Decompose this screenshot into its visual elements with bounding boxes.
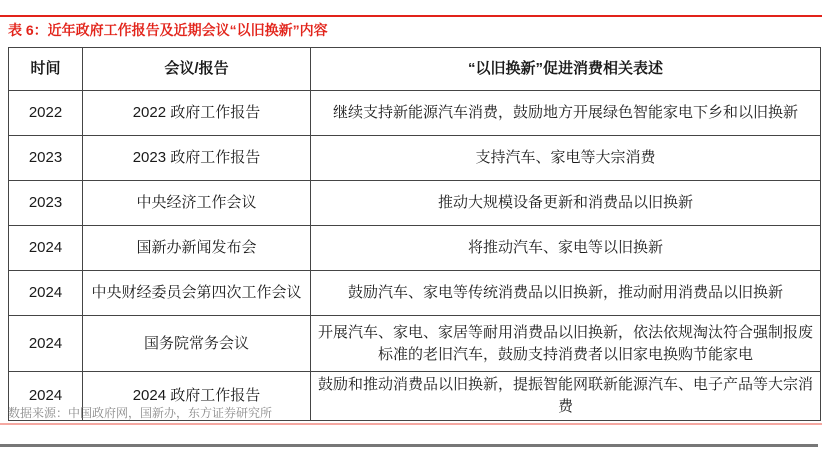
cell-meeting: 2024 政府工作报告 (83, 372, 311, 421)
cell-meeting: 中央财经委员会第四次工作会议 (83, 271, 311, 316)
footer-divider (0, 423, 822, 425)
data-source-note: 数据来源：中国政府网，国新办，东方证券研究所 (8, 406, 273, 420)
cell-statement: 开展汽车、家电、家居等耐用消费品以旧换新，依法依规淘汰符合强制报废标准的老旧汽车，鼓励支持消费者以旧家电换购节能家电 (311, 316, 821, 372)
top-divider (0, 15, 822, 17)
cell-meeting: 国务院常务会议 (83, 316, 311, 372)
cell-time: 2024 (9, 372, 83, 421)
data-table (8, 47, 821, 421)
cell-time: 2022 (9, 91, 83, 136)
cell-time: 2024 (9, 316, 83, 372)
bottom-divider (0, 444, 818, 447)
table-row (9, 226, 821, 271)
cell-meeting: 中央经济工作会议 (83, 181, 311, 226)
column-header-statement: “以旧换新”促进消费相关表述 (311, 48, 821, 91)
cell-time: 2023 (9, 136, 83, 181)
cell-statement: 鼓励汽车、家电等传统消费品以旧换新，推动耐用消费品以旧换新 (311, 271, 821, 316)
cell-meeting: 2023 政府工作报告 (83, 136, 311, 181)
table-title: 表 6：近年政府工作报告及近期会议“以旧换新”内容 (8, 22, 328, 38)
cell-statement: 继续支持新能源汽车消费，鼓励地方开展绿色智能家电下乡和以旧换新 (311, 91, 821, 136)
table-row (9, 316, 821, 372)
table-row (9, 271, 821, 316)
cell-statement: 鼓励和推动消费品以旧换新，提振智能网联新能源汽车、电子产品等大宗消费 (311, 372, 821, 421)
column-header-time: 时间 (9, 48, 83, 91)
cell-time: 2023 (9, 181, 83, 226)
cell-statement: 将推动汽车、家电等以旧换新 (311, 226, 821, 271)
cell-meeting: 国新办新闻发布会 (83, 226, 311, 271)
cell-statement: 推动大规模设备更新和消费品以旧换新 (311, 181, 821, 226)
table-row (9, 91, 821, 136)
cell-statement: 支持汽车、家电等大宗消费 (311, 136, 821, 181)
header-row (9, 48, 821, 91)
cell-time: 2024 (9, 226, 83, 271)
cell-time: 2024 (9, 271, 83, 316)
table-row (9, 181, 821, 226)
cell-meeting: 2022 政府工作报告 (83, 91, 311, 136)
table-row (9, 136, 821, 181)
column-header-meeting: 会议/报告 (83, 48, 311, 91)
